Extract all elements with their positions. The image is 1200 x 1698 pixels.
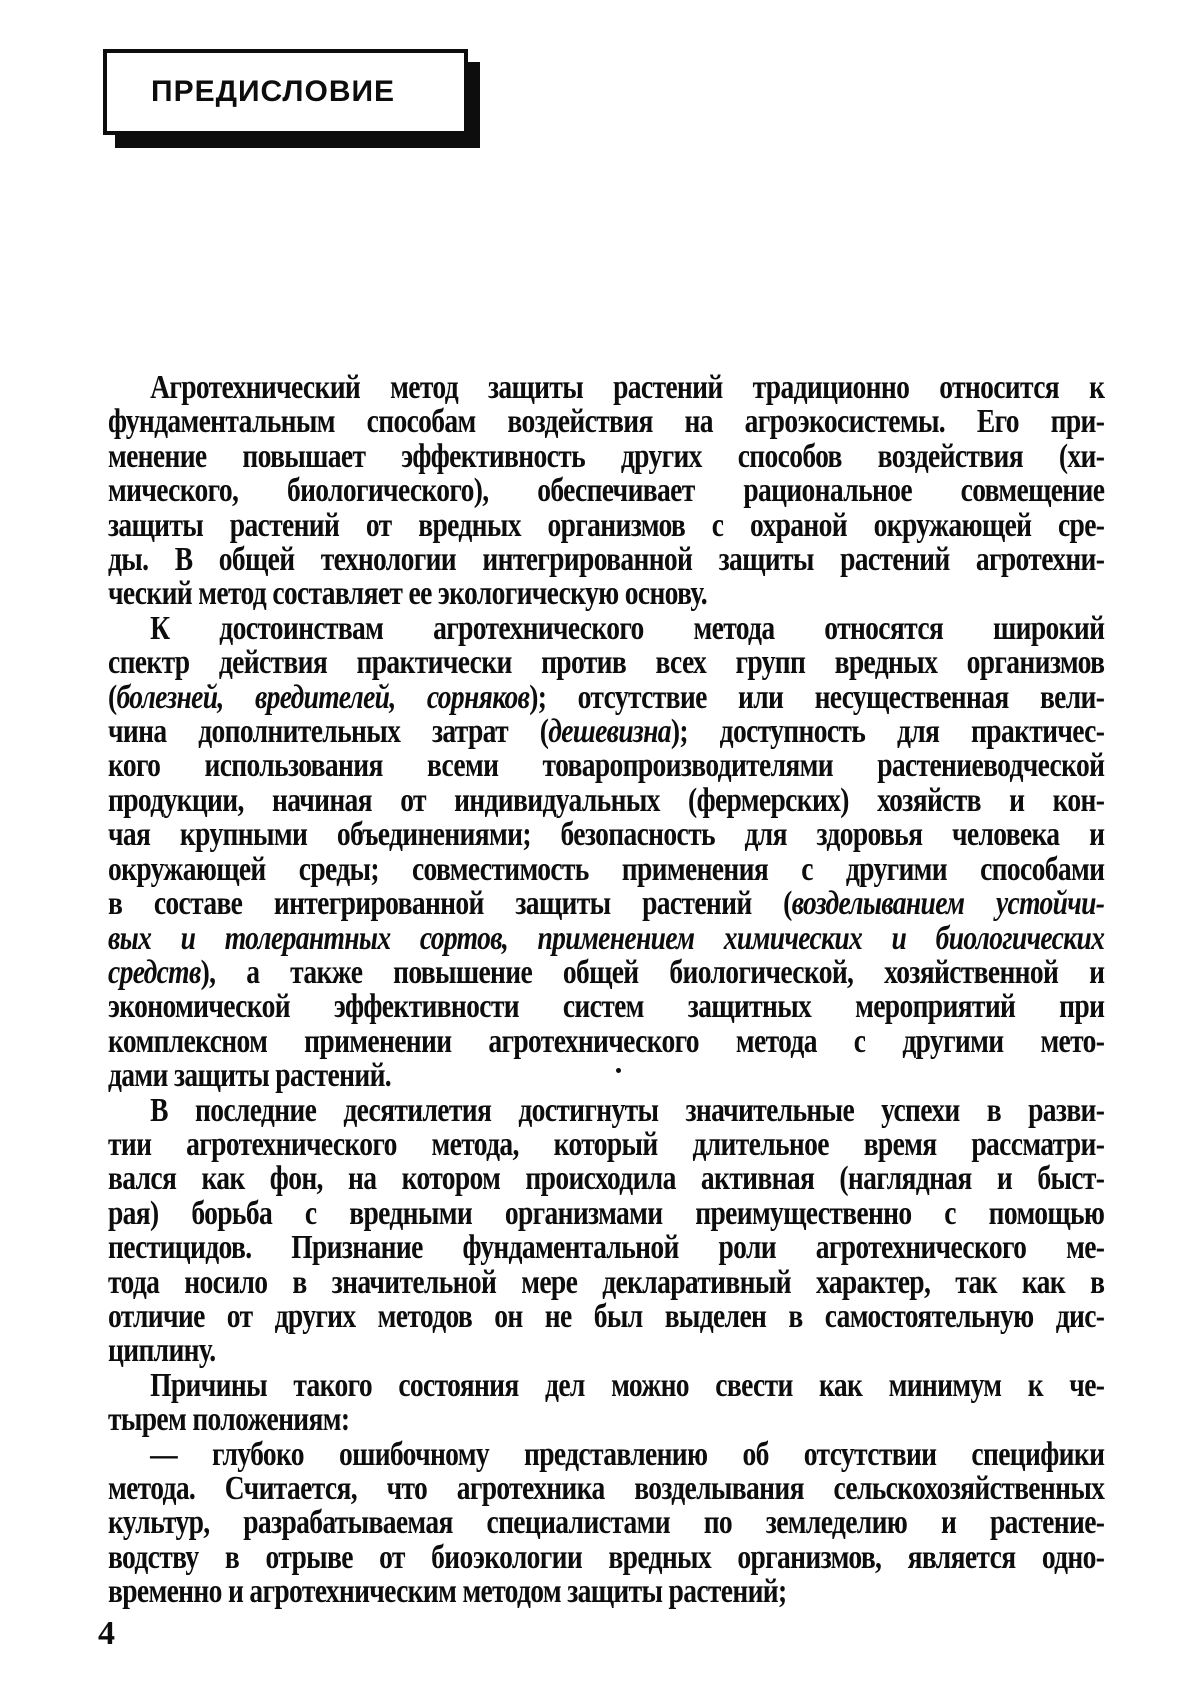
text-line [108, 1538, 1105, 1576]
text-segment: водству в отрыве от биоэкологии вредных организмов, является одно- [108, 1538, 1105, 1576]
text-line [108, 1472, 1104, 1506]
text-line [108, 1059, 1104, 1093]
ink-speck [616, 1068, 621, 1073]
text-segment: фундаментальным способам воздействия на агроэкосистемы. Его при- [108, 403, 1105, 441]
text-segment: К достоинствам агротехнического метода относятся широкий [150, 609, 1105, 647]
text-line [108, 437, 1105, 475]
text-segment: ды. В общей технологии интегрированной защиты растений агротехни- [108, 541, 1105, 579]
text-line [108, 678, 1105, 716]
text-segment: менение повышает эффективность других способов воздействия (хи- [108, 437, 1105, 475]
text-line [108, 371, 1104, 405]
text-line [108, 1022, 1105, 1060]
text-line [108, 609, 1105, 647]
text-segment: Агротехнический метод защиты растений традиционно относится к [150, 369, 1105, 406]
text-line [108, 543, 1104, 577]
text-segment: в составе интегрированной защиты растений ( [108, 885, 792, 923]
text-line [108, 818, 1104, 852]
text-segment: ( [108, 678, 117, 716]
text-segment: вался как фон, на котором происходила активная (наглядная и быст- [108, 1160, 1105, 1198]
text-line [108, 1297, 1105, 1335]
italic-text-segment: болезней, вредителей, сорняков [116, 678, 530, 716]
text-segment: тии агротехнического метода, который длительное время рассматри- [108, 1125, 1105, 1163]
text-segment: ческий метод составляет ее экологическую основу. [108, 575, 707, 613]
text-segment: защиты растений от вредных организмов с охраной окружающей сре- [108, 506, 1105, 544]
italic-text-segment: средств [108, 953, 201, 991]
text-line [108, 1231, 1104, 1265]
italic-text-segment: дешевизна [548, 713, 671, 751]
chapter-title: ПРЕДИСЛОВИЕ [151, 75, 396, 108]
text-line [108, 1575, 1104, 1609]
text-segment: культур, разрабатываемая специалистами по земледелию и растение- [108, 1504, 1105, 1542]
text-line [108, 577, 1104, 611]
text-line [108, 919, 1105, 957]
text-segment: В последние десятилетия достигнуты значительные успехи в разви- [150, 1091, 1105, 1129]
text-line [108, 1506, 1104, 1540]
text-segment: циплину. [108, 1332, 216, 1370]
text-segment: пестицидов. Признание фундаментальной роли агротехнического ме- [108, 1229, 1105, 1267]
text-line [108, 749, 1104, 783]
italic-text-segment: возделыванием устойчи- [791, 885, 1105, 923]
text-line [108, 405, 1104, 439]
text-segment: экономической эффективности систем защитных мероприятий при [108, 988, 1105, 1026]
text-segment: ); доступность для практичес- [670, 713, 1105, 751]
text-segment: ); отсутствие или несущественная вели- [529, 678, 1105, 716]
text-segment: Причины такого состояния дел можно свести как минимум к че- [150, 1366, 1105, 1404]
text-line [108, 1162, 1104, 1196]
text-segment: чина дополнительных затрат ( [108, 713, 549, 751]
text-line [108, 953, 1105, 991]
text-segment: ), а также повышение общей биологической, хозяйственной и [200, 953, 1105, 991]
text-line [108, 887, 1104, 921]
text-line [108, 850, 1105, 888]
text-line [108, 781, 1105, 819]
chapter-heading-box [103, 49, 468, 135]
text-line [108, 1263, 1105, 1301]
text-segment: дами защиты растений. [108, 1057, 392, 1095]
text-line [108, 1334, 1104, 1368]
text-line [108, 990, 1104, 1024]
text-segment: тода носило в значительной мере декларативный характер, так как в [108, 1263, 1105, 1301]
text-line [108, 506, 1105, 544]
text-line [108, 1194, 1105, 1232]
text-segment: временно и агротехническим методом защиты растений; [108, 1573, 787, 1611]
text-segment: тырем положениям: [108, 1401, 350, 1439]
page-number: 4 [98, 1615, 115, 1652]
text-segment: отличие от других методов он не был выделен в самостоятельную дис- [108, 1297, 1105, 1335]
text-line [108, 1435, 1105, 1473]
text-segment: рая) борьба с вредными организмами преимущественно с помощью [108, 1194, 1105, 1232]
text-segment: метода. Считается, что агротехника возделывания сельскохозяйственных [108, 1470, 1105, 1507]
text-line [108, 715, 1104, 749]
text-line [108, 1366, 1105, 1404]
text-segment: мического, биологического), обеспечивает рациональное совмещение [108, 472, 1105, 510]
text-segment: окружающей среды; совместимость применения с другими способами [108, 850, 1105, 888]
text-segment: комплексном применении агротехнического метода с другими мето- [108, 1022, 1105, 1060]
italic-text-segment: вых и толерантных сортов, применением химических и биологических [108, 919, 1105, 957]
text-line [108, 1091, 1105, 1129]
text-segment: продукции, начиная от индивидуальных (фермерских) хозяйств и кон- [108, 781, 1105, 819]
text-segment: чая крупными объединениями; безопасность для здоровья человека и [108, 816, 1105, 854]
text-line [108, 1403, 1104, 1437]
text-line [108, 646, 1104, 680]
text-line [108, 474, 1104, 508]
body-text [108, 371, 1104, 1610]
text-segment: — глубоко ошибочному представлению об отсутствии специфики [150, 1435, 1105, 1473]
text-segment: спектр действия практически против всех групп вредных организмов [108, 644, 1105, 682]
text-segment: кого использования всеми товаропроизводителями растениеводческой [108, 747, 1105, 785]
text-line [108, 1125, 1105, 1163]
